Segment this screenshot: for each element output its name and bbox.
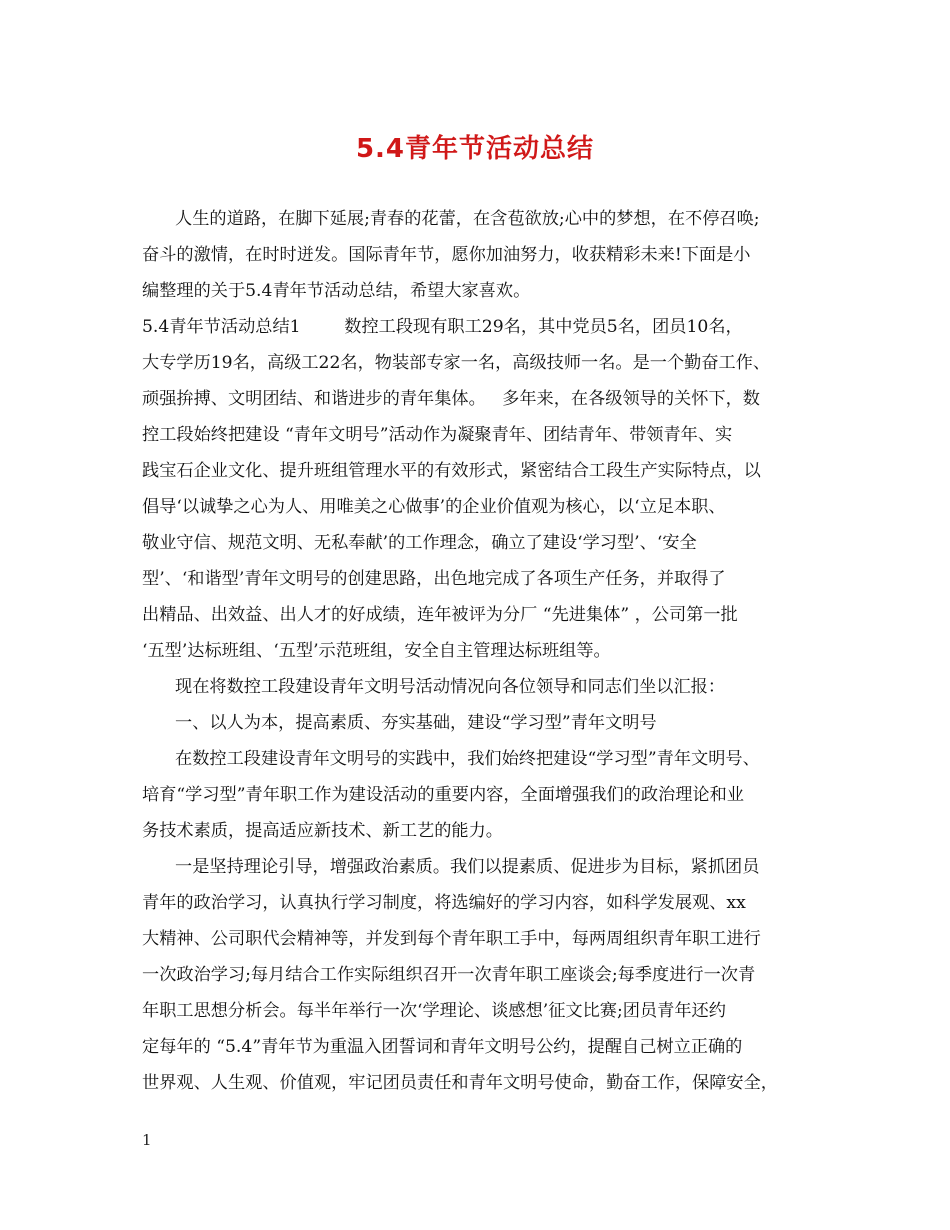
body-line: 青年的政治学习，认真执行学习制度，将选编好的学习内容，如科学发展观、xx xyxy=(142,893,746,913)
body-line: 在数控工段建设青年文明号的实践中，我们始终把建设“学习型”青年文明号、 xyxy=(175,749,760,769)
body-line: ‘五型’达标班组、‘五型’示范班组，安全自主管理达标班组等。 xyxy=(142,641,611,661)
body-line: 编整理的关于5.4青年节活动总结，希望大家喜欢。 xyxy=(142,281,531,301)
body-line: 培育“学习型”青年职工作为建设活动的重要内容，全面增强我们的政治理论和业 xyxy=(142,785,744,805)
body-line: 世界观、人生观、价值观，牢记团员责任和青年文明号使命，勤奋工作，保障安全， xyxy=(142,1073,778,1093)
body-line: 控工段始终把建设 “青年文明号”活动作为凝聚青年、团结青年、带领青年、实 xyxy=(142,425,733,445)
document-title: 5.4青年节活动总结 xyxy=(355,134,595,164)
body-line: 年职工思想分析会。每半年举行一次‘学理论、谈感想’征文比赛;团员青年还约 xyxy=(142,1001,726,1021)
body-line: 一次政治学习;每月结合工作实际组织召开一次青年职工座谈会;每季度进行一次青 xyxy=(142,965,756,985)
body-line: 大精神、公司职代会精神等，并发到每个青年职工手中，每两周组织青年职工进行 xyxy=(142,929,761,949)
section-heading: 一、以人为本，提高素质、夯实基础，建设“学习型”青年文明号 xyxy=(175,713,657,733)
body-line: 人生的道路，在脚下延展;青春的花蕾，在含苞欲放;心中的梦想，在不停召唤; xyxy=(175,209,760,229)
body-line: 敬业守信、规范文明、无私奉献’的工作理念，确立了建设‘学习型’、‘安全 xyxy=(142,533,697,553)
body-line: 奋斗的激情，在时时迸发。国际青年节，愿你加油努力，收获精彩未来!下面是小 xyxy=(142,245,751,265)
body-line: 务技术素质，提高适应新技术、新工艺的能力。 xyxy=(142,821,503,841)
body-line: 出精品、出效益、出人才的好成绩，连年被评为分厂 “先进集体” ，公司第一批 xyxy=(142,605,738,625)
body-line: 倡导‘以诚挚之心为人、用唯美之心做事’的企业价值观为核心，以‘立足本职、 xyxy=(142,497,726,517)
body-line: 践宝石企业文化、提升班组管理水平的有效形式，紧密结合工段生产实际特点，以 xyxy=(142,461,761,481)
body-line: 顽强拚搏、文明团结、和谐进步的青年集体。 多年来，在各级领导的关怀下，数 xyxy=(142,389,760,409)
body-line: 定每年的 “5.4”青年节为重温入团誓词和青年文明号公约，提醒自己树立正确的 xyxy=(142,1037,743,1057)
body-line: 5.4青年节活动总结1 数控工段现有职工29名，其中党员5名，团员10名， xyxy=(142,317,743,337)
body-line: 型’、‘和谐型’青年文明号的创建思路，出色地完成了各项生产任务，并取得了 xyxy=(142,569,726,589)
page-number: 1 xyxy=(142,1131,152,1149)
body-line: 现在将数控工段建设青年文明号活动情况向各位领导和同志们坐以汇报： xyxy=(175,677,726,697)
body-line: 大专学历19名，高级工22名，物装部专家一名，高级技师一名。是一个勤奋工作、 xyxy=(142,353,771,373)
body-line: 一是坚持理论引导，增强政治素质。我们以提素质、促进步为目标，紧抓团员 xyxy=(175,857,760,877)
